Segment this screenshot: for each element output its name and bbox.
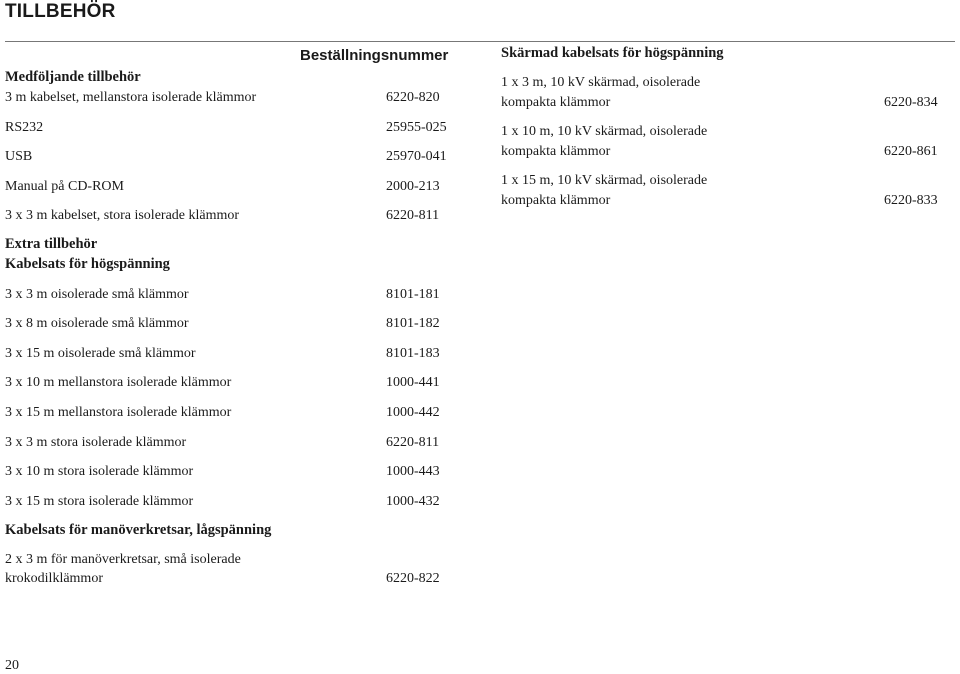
extra-item-code: 1000-442 (386, 405, 440, 420)
header-rule (5, 41, 955, 42)
control-item-code: 6220-822 (386, 571, 440, 586)
shielded-item-desc-line1: 1 x 3 m, 10 kV skärmad, oisolerade (501, 75, 701, 90)
extra-item-desc: 3 x 15 m stora isolerade klämmor (5, 494, 194, 509)
included-item-code: 25970-041 (386, 149, 447, 164)
shielded-item-code: 6220-834 (884, 95, 938, 110)
shielded-heading: Skärmad kabelsats för högspänning (501, 45, 724, 61)
extra-item-desc: 3 x 15 m oisolerade små klämmor (5, 346, 196, 361)
extra-item-desc: 3 x 3 m stora isolerade klämmor (5, 435, 187, 450)
extra-item-code: 8101-182 (386, 316, 440, 331)
extra-heading: Extra tillbehör (5, 236, 98, 252)
shielded-item-desc-line2: kompakta klämmor (501, 193, 611, 208)
page-number: 20 (5, 658, 19, 673)
included-item-desc: RS232 (5, 120, 44, 135)
extra-item-code: 1000-432 (386, 494, 440, 509)
included-item-code: 6220-820 (386, 90, 440, 105)
extra-item-desc: 3 x 8 m oisolerade små klämmor (5, 316, 189, 331)
included-item-code: 25955-025 (386, 120, 447, 135)
shielded-item-code: 6220-861 (884, 144, 938, 159)
extra-item-code: 8101-183 (386, 346, 440, 361)
order-number-header: Beställningsnummer (300, 47, 449, 64)
extra-subheading: Kabelsats för högspänning (5, 256, 170, 272)
extra-item-desc: 3 x 10 m stora isolerade klämmor (5, 464, 194, 479)
extra-item-code: 6220-811 (386, 435, 440, 450)
extra-item-code: 1000-441 (386, 375, 440, 390)
included-item-code: 6220-811 (386, 208, 440, 223)
control-heading: Kabelsats för manöverkretsar, lågspänning (5, 522, 272, 538)
included-item-desc: USB (5, 149, 33, 164)
extra-item-code: 1000-443 (386, 464, 440, 479)
extra-item-code: 8101-181 (386, 287, 440, 302)
extra-item-desc: 3 x 10 m mellanstora isolerade klämmor (5, 375, 232, 390)
included-item-desc: Manual på CD-ROM (5, 179, 124, 194)
shielded-item-desc-line1: 1 x 15 m, 10 kV skärmad, oisolerade (501, 173, 708, 188)
included-item-desc: 3 x 3 m kabelset, stora isolerade klämmor (5, 208, 240, 223)
shielded-item-desc-line2: kompakta klämmor (501, 95, 611, 110)
shielded-item-desc-line2: kompakta klämmor (501, 144, 611, 159)
included-heading: Medföljande tillbehör (5, 69, 141, 85)
shielded-item-code: 6220-833 (884, 193, 938, 208)
included-item-desc: 3 m kabelset, mellanstora isolerade klämmor (5, 90, 257, 105)
included-item-code: 2000-213 (386, 179, 440, 194)
extra-item-desc: 3 x 3 m oisolerade små klämmor (5, 287, 189, 302)
page-title: TILLBEHÖR (5, 1, 116, 22)
shielded-item-desc-line1: 1 x 10 m, 10 kV skärmad, oisolerade (501, 124, 708, 139)
control-item-desc-line1: 2 x 3 m för manöverkretsar, små isolerade (5, 552, 241, 567)
control-item-desc-line2: krokodilklämmor (5, 571, 103, 586)
extra-item-desc: 3 x 15 m mellanstora isolerade klämmor (5, 405, 232, 420)
